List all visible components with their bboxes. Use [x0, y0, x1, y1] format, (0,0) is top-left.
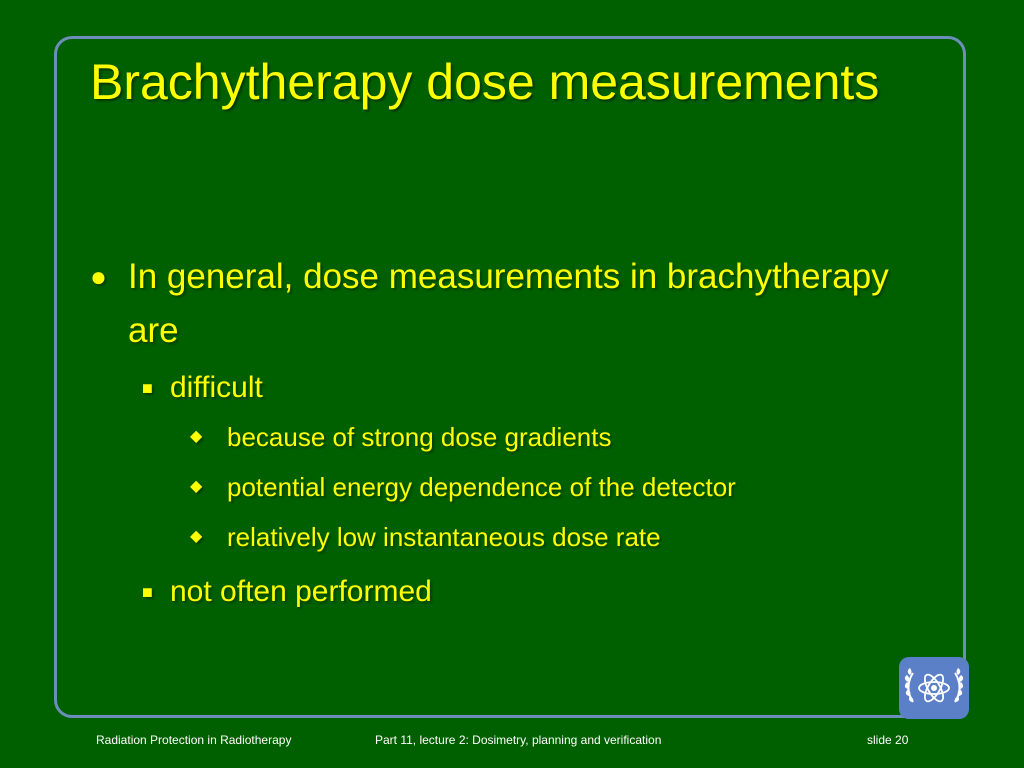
square-bullet-icon: ■	[142, 378, 153, 398]
diamond-bullet-icon: ◆	[190, 528, 203, 545]
list-item	[190, 412, 930, 462]
list-item-text: because of strong dose gradients	[227, 422, 612, 452]
list-item	[190, 462, 930, 512]
bullet-sub-not-often	[142, 572, 930, 612]
footer-slide-number: slide 20	[867, 733, 909, 747]
footer-course: Radiation Protection in Radiotherapy	[96, 733, 292, 747]
bullet-dot-icon: ●	[90, 261, 107, 292]
bullet-main	[90, 250, 930, 358]
footer-lecture: Part 11, lecture 2: Dosimetry, planning and verification	[375, 733, 662, 747]
iaea-logo-icon	[899, 657, 969, 719]
diamond-bullet-icon: ◆	[190, 478, 203, 495]
list-item-text: relatively low instantaneous dose rate	[227, 522, 661, 552]
slide-title: Brachytherapy dose measurements	[90, 54, 880, 110]
bullet-sub-text: difficult	[170, 371, 263, 404]
list-item-text: potential energy dependence of the detector	[227, 472, 736, 502]
slide-body	[90, 250, 930, 612]
diamond-bullet-icon: ◆	[190, 428, 203, 445]
list-item	[190, 512, 930, 562]
bullet-main-text: In general, dose measurements in brachytherapy are	[128, 257, 889, 350]
bullet-sub-difficult	[142, 368, 930, 408]
square-bullet-icon: ■	[142, 582, 153, 602]
bullet-subsub-list	[190, 412, 930, 562]
bullet-sub-text: not often performed	[170, 575, 432, 608]
